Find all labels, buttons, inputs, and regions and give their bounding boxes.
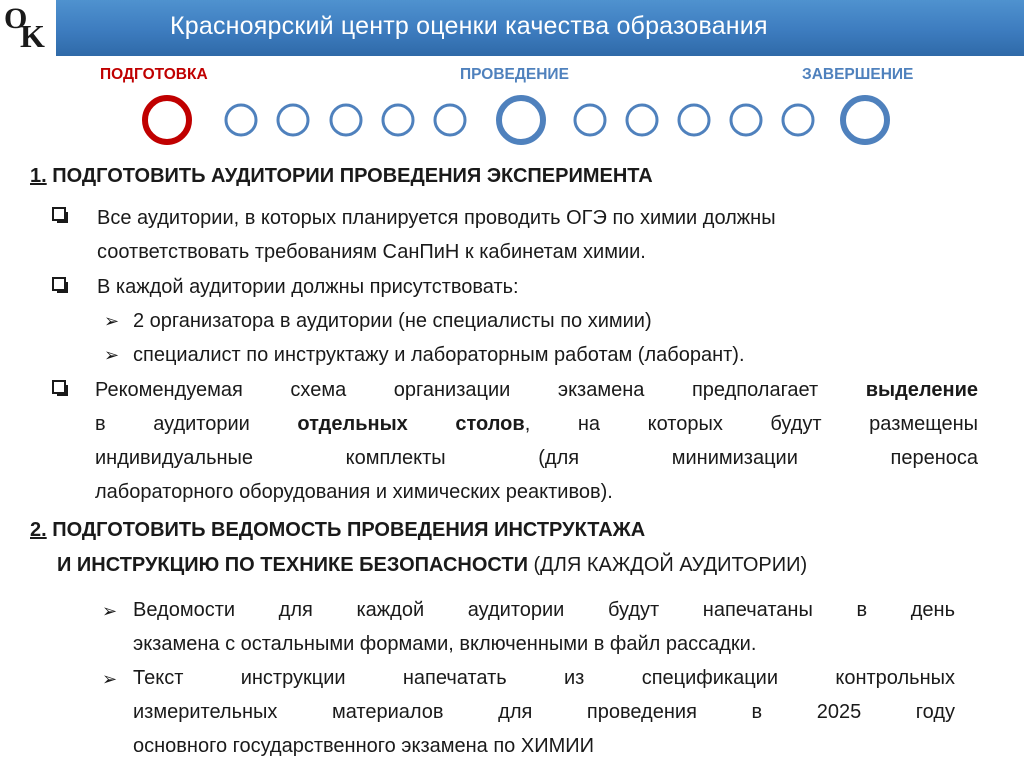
section-1-item-1-line-2: соответствовать требованиям СанПиН к кабинетам химии. [97,241,646,263]
item-3-text: , на которых будут размещены [524,413,979,435]
section-2-heading-line-1 [30,519,645,542]
step-circle [575,105,605,135]
section-1-item-3-line-4: лабораторного оборудования и химических реактивов). [95,481,613,503]
step-circle [783,105,813,135]
section-2-number: 2. [30,519,47,541]
logo [0,0,56,56]
step-circle [278,105,308,135]
step-circle [627,105,657,135]
logo-letter-o: O [4,2,28,35]
stage-progress-track [0,90,1024,150]
arrow-bullet-icon: ➢ [102,601,118,621]
arrow-bullet-icon: ➢ [104,311,120,331]
section-1-heading [30,165,653,188]
arrow-bullet-icon: ➢ [102,669,118,689]
section-2-title-line-2: И ИНСТРУКЦИЮ ПО ТЕХНИКЕ БЕЗОПАСНОСТИ [57,554,528,576]
stage-label-finish: ЗАВЕРШЕНИЕ [802,66,914,83]
milestone-circle [843,98,887,142]
step-circle [331,105,361,135]
section-2-item-2-line-2: измерительных материалов для проведения в 2025 году [133,701,955,723]
stage-label-conduct: ПРОВЕДЕНИЕ [460,66,569,83]
step-circle [226,105,256,135]
milestone-circle [499,98,543,142]
section-2-title-line-1: ПОДГОТОВИТЬ ВЕДОМОСТЬ ПРОВЕДЕНИЯ ИНСТРУКТАЖА [52,519,646,541]
section-1-subitem-1: 2 организатора в аудитории (не специалисты по химии) [133,310,652,332]
milestone-circle [145,98,189,142]
stage-label-prep: ПОДГОТОВКА [100,66,208,83]
section-2-item-2-line-1: Текст инструкции напечатать из спецификации контрольных [133,667,955,689]
section-2-item-2-line-3: основного государственного экзамена по ХИМИИ [133,735,594,757]
item-3-text: в аудитории [95,413,298,435]
arrow-bullet-icon: ➢ [104,345,120,365]
logo-letter-k: K [20,18,45,54]
item-3-bold-selection: выделение [865,379,978,401]
section-2-item-1-line-1: Ведомости для каждой аудитории будут напечатаны в день [133,599,955,621]
section-1-item-1-line-1: Все аудитории, в которых планируется проводить ОГЭ по химии должны [97,207,776,229]
section-1-item-2: В каждой аудитории должны присутствовать: [97,276,519,298]
section-1-number: 1. [30,165,47,187]
section-1-item-3-line-1 [95,373,978,407]
step-circle [383,105,413,135]
section-1-subitem-2: специалист по инструктажу и лабораторным работам (лаборант). [133,344,745,366]
checkbox-icon [52,277,66,291]
section-1-title: ПОДГОТОВИТЬ АУДИТОРИИ ПРОВЕДЕНИЯ ЭКСПЕРИМЕНТА [52,165,653,187]
title-bar [0,0,1024,56]
section-1-item-3-line-2 [95,407,978,441]
section-1-item-3-line-3: индивидуальные комплекты (для минимизации переноса [95,447,978,469]
section-2-item-1-line-2: экзамена с остальными формами, включенными в файл рассадки. [133,633,757,655]
item-3-bold-tables: отдельных столов [297,413,525,435]
item-3-text: Рекомендуемая схема организации экзамена предполагает [95,379,866,401]
checkbox-icon [52,380,66,394]
step-circle [679,105,709,135]
page-title: Красноярский центр оценки качества образования [170,12,768,40]
checkbox-icon [52,207,66,221]
step-circle [731,105,761,135]
step-circle [435,105,465,135]
section-2-title-tail: (ДЛЯ КАЖДОЙ АУДИТОРИИ) [527,554,808,576]
section-2-heading-line-2 [57,554,807,577]
